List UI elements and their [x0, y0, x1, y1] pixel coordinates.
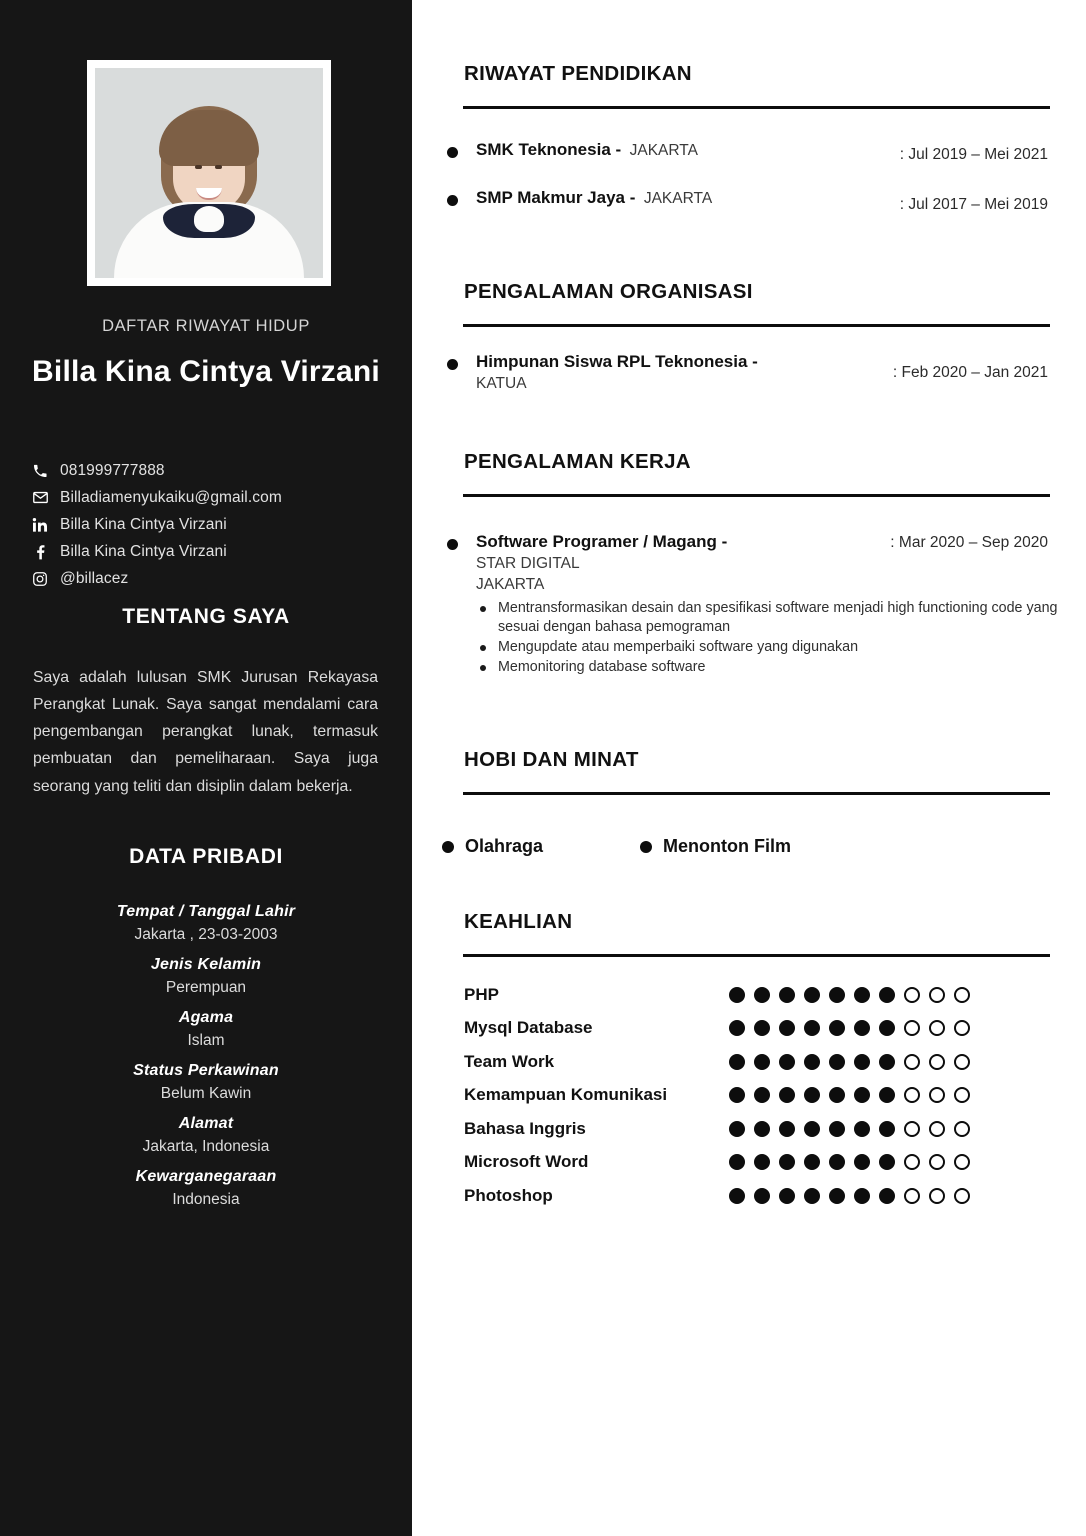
personal-data-value: Indonesia: [172, 1191, 240, 1208]
skill-dot-filled: [879, 1020, 895, 1036]
contact-item-instagram[interactable]: [32, 565, 392, 592]
sidebar: [0, 0, 412, 1536]
bullet-icon: [447, 539, 458, 550]
hobby-item: [442, 836, 640, 857]
hobby-label: Menonton Film: [663, 836, 791, 856]
bullet-icon: [447, 195, 458, 206]
hobby-item: [640, 836, 791, 857]
skill-rating: [729, 1151, 979, 1170]
skill-row: [464, 984, 1064, 1006]
skills-rule: [463, 954, 1050, 957]
skill-dot-filled: [879, 1054, 895, 1070]
skill-dot-empty: [904, 1054, 920, 1070]
personal-data-item: [16, 1168, 396, 1209]
contact-facebook-text: Billa Kina Cintya Virzani: [60, 542, 227, 560]
skill-dot-empty: [904, 987, 920, 1003]
skill-dot-filled: [729, 1188, 745, 1204]
skill-dot-filled: [804, 1121, 820, 1137]
skill-dot-filled: [854, 987, 870, 1003]
contact-list: [32, 457, 392, 592]
skill-dot-filled: [779, 1188, 795, 1204]
skill-dot-filled: [854, 1087, 870, 1103]
skill-row: [464, 1151, 1064, 1173]
contact-item-email[interactable]: [32, 484, 392, 511]
personal-data-item: [16, 1062, 396, 1103]
skill-dot-filled: [879, 987, 895, 1003]
skill-dot-filled: [804, 1054, 820, 1070]
skill-dot-filled: [829, 1121, 845, 1137]
skill-row: [464, 1051, 1064, 1073]
organization-item: [442, 352, 1062, 393]
about-heading: TENTANG SAYA: [122, 605, 290, 628]
education-heading: RIWAYAT PENDIDIKAN: [464, 62, 692, 85]
hobby-label: Olahraga: [465, 836, 544, 856]
skill-row: [464, 1017, 1064, 1039]
education-place: JAKARTA: [629, 142, 698, 159]
skill-rating: [729, 1051, 979, 1070]
organization-date: : Feb 2020 – Jan 2021: [892, 364, 1048, 381]
photo-frame: [87, 60, 331, 286]
skill-dot-filled: [879, 1188, 895, 1204]
skills-list: [464, 984, 1064, 1218]
portrait-eye-left: [195, 165, 202, 169]
skill-dot-filled: [754, 1121, 770, 1137]
skill-dot-empty: [929, 1121, 945, 1137]
personal-data-label: Status Perkawinan: [133, 1062, 279, 1079]
portrait-eye-right: [215, 165, 222, 169]
skill-dot-empty: [954, 987, 970, 1003]
personal-data-value: Belum Kawin: [160, 1085, 252, 1102]
skill-row: [464, 1185, 1064, 1207]
skill-dot-empty: [904, 1121, 920, 1137]
skill-dot-filled: [854, 1121, 870, 1137]
work-company: STAR DIGITAL: [476, 555, 580, 572]
skill-row: [464, 1084, 1064, 1106]
bullet-icon: [640, 841, 652, 853]
work-rule: [463, 494, 1050, 497]
skill-dot-filled: [829, 987, 845, 1003]
skill-dot-empty: [954, 1188, 970, 1204]
personal-data-value: Jakarta , 23-03-2003: [134, 926, 278, 943]
about-text: Saya adalah lulusan SMK Jurusan Rekayasa Perangkat Lunak. Saya sangat mendalami cara pengembangan perangkat lunak, termasuk pembuatan dan pemeliharaan. Saya juga seorang yang teliti dan disiplin dalam bekerja.: [33, 669, 378, 795]
education-date: : Jul 2019 – Mei 2021: [899, 146, 1048, 163]
work-heading: PENGALAMAN KERJA: [464, 450, 691, 473]
personal-data-label: Jenis Kelamin: [150, 956, 262, 973]
work-bullet: Mentransformasikan desain dan spesifikasi software menjadi high functioning code yang sesuai dengan bahasa pemograman: [480, 599, 1062, 637]
skill-dot-filled: [779, 987, 795, 1003]
education-item: [442, 140, 1062, 163]
skill-dot-filled: [854, 1188, 870, 1204]
skill-dot-empty: [904, 1020, 920, 1036]
skill-row: [464, 1118, 1064, 1140]
skill-dot-filled: [879, 1154, 895, 1170]
work-bullet: Memonitoring database software: [480, 658, 1062, 677]
skill-dot-filled: [854, 1020, 870, 1036]
contact-email-text: Billadiamenyukaiku@gmail.com: [60, 488, 282, 506]
skill-dot-filled: [804, 987, 820, 1003]
linkedin-icon: [32, 517, 60, 533]
education-item: [442, 188, 1062, 213]
hobby-list: [442, 836, 791, 857]
portrait-fringe: [159, 110, 259, 166]
skill-dot-filled: [854, 1054, 870, 1070]
personal-data-item: [16, 903, 396, 944]
hobbies-rule: [463, 792, 1050, 795]
skill-dot-empty: [954, 1020, 970, 1036]
contact-item-phone[interactable]: [32, 457, 392, 484]
skill-label: Mysql Database: [464, 1018, 593, 1038]
skill-dot-filled: [829, 1154, 845, 1170]
personal-data-value: Jakarta, Indonesia: [142, 1138, 270, 1155]
skill-dot-filled: [804, 1087, 820, 1103]
skill-dot-filled: [729, 987, 745, 1003]
skill-label: Photoshop: [464, 1185, 553, 1205]
personal-data-label: Kewarganegaraan: [135, 1168, 277, 1185]
skill-dot-filled: [829, 1020, 845, 1036]
portrait-collar-gap: [194, 206, 224, 232]
skill-dot-empty: [929, 1087, 945, 1103]
candidate-name: Billa Kina Cintya Virzani: [32, 355, 380, 388]
skill-rating: [729, 1185, 979, 1204]
work-title: Software Programer / Magang -: [476, 532, 728, 551]
personal-data-value: Islam: [187, 1032, 225, 1049]
skill-rating: [729, 1118, 979, 1137]
personal-data-item: [16, 1115, 396, 1156]
skill-dot-filled: [779, 1121, 795, 1137]
cv-kicker: DAFTAR RIWAYAT HIDUP: [102, 317, 310, 335]
skill-label: Microsoft Word: [464, 1152, 589, 1172]
hobbies-heading: HOBI DAN MINAT: [464, 748, 639, 771]
skill-rating: [729, 984, 979, 1003]
personal-data-list: [16, 903, 396, 1221]
skill-dot-filled: [804, 1020, 820, 1036]
skill-dot-filled: [754, 1188, 770, 1204]
skill-dot-filled: [729, 1020, 745, 1036]
skill-dot-filled: [754, 1154, 770, 1170]
profile-photo: [95, 68, 323, 278]
contact-item-facebook[interactable]: [32, 538, 392, 565]
work-date: : Mar 2020 – Sep 2020: [890, 534, 1048, 551]
personal-data-label: Agama: [178, 1009, 234, 1026]
organization-heading: PENGALAMAN ORGANISASI: [464, 280, 753, 303]
skill-dot-empty: [929, 987, 945, 1003]
skill-dot-filled: [779, 1054, 795, 1070]
skill-dot-empty: [954, 1154, 970, 1170]
skill-dot-filled: [729, 1154, 745, 1170]
personal-data-heading: DATA PRIBADI: [129, 845, 283, 868]
work-bullet-list: [442, 599, 1062, 676]
skill-dot-filled: [879, 1087, 895, 1103]
skill-label: Team Work: [464, 1051, 555, 1071]
work-location: JAKARTA: [476, 576, 545, 593]
bullet-icon: [442, 841, 454, 853]
organization-title: Himpunan Siswa RPL Teknonesia -: [476, 352, 758, 371]
skill-dot-filled: [754, 987, 770, 1003]
skills-heading: KEAHLIAN: [464, 910, 573, 933]
skill-dot-empty: [904, 1188, 920, 1204]
phone-icon: [32, 463, 60, 479]
instagram-icon: [32, 571, 60, 587]
contact-linkedin-text: Billa Kina Cintya Virzani: [60, 515, 227, 533]
skill-dot-empty: [929, 1188, 945, 1204]
skill-dot-filled: [804, 1188, 820, 1204]
skill-dot-empty: [904, 1087, 920, 1103]
contact-phone-text: 081999777888: [60, 461, 165, 479]
skill-dot-filled: [729, 1054, 745, 1070]
personal-data-label: Tempat / Tanggal Lahir: [116, 903, 296, 920]
organization-rule: [463, 324, 1050, 327]
skill-dot-filled: [754, 1020, 770, 1036]
personal-data-label: Alamat: [178, 1115, 234, 1132]
education-title: SMK Teknonesia -: [476, 140, 622, 159]
envelope-icon: [32, 489, 60, 506]
skill-label: Bahasa Inggris: [464, 1118, 586, 1138]
bullet-icon: [447, 147, 458, 158]
work-bullet: Mengupdate atau memperbaiki software yang digunakan: [480, 638, 1062, 657]
personal-data-item: [16, 956, 396, 997]
skill-dot-empty: [929, 1020, 945, 1036]
education-date: : Jul 2017 – Mei 2019: [899, 196, 1048, 213]
main-column: [412, 0, 1086, 1536]
skill-dot-empty: [929, 1154, 945, 1170]
personal-data-value: Perempuan: [165, 979, 247, 996]
skill-dot-filled: [779, 1087, 795, 1103]
skill-dot-empty: [954, 1121, 970, 1137]
skill-dot-filled: [729, 1121, 745, 1137]
skill-dot-filled: [879, 1121, 895, 1137]
organization-role: KATUA: [476, 375, 527, 392]
skill-dot-empty: [929, 1054, 945, 1070]
work-item: [442, 532, 1062, 677]
skill-dot-filled: [779, 1020, 795, 1036]
skill-dot-filled: [829, 1188, 845, 1204]
skill-dot-filled: [854, 1154, 870, 1170]
skill-dot-filled: [829, 1054, 845, 1070]
skill-dot-filled: [804, 1154, 820, 1170]
facebook-icon: [32, 544, 60, 560]
skill-rating: [729, 1017, 979, 1036]
skill-label: Kemampuan Komunikasi: [464, 1085, 668, 1105]
skill-label: PHP: [464, 985, 499, 1004]
skill-dot-filled: [754, 1087, 770, 1103]
skill-dot-filled: [779, 1154, 795, 1170]
skill-dot-empty: [904, 1154, 920, 1170]
education-rule: [463, 106, 1050, 109]
contact-item-linkedin[interactable]: [32, 511, 392, 538]
personal-data-item: [16, 1009, 396, 1050]
bullet-icon: [447, 359, 458, 370]
skill-dot-filled: [754, 1054, 770, 1070]
education-place: JAKARTA: [643, 190, 713, 207]
skill-rating: [729, 1084, 979, 1103]
education-title: SMP Makmur Jaya -: [476, 188, 636, 207]
skill-dot-filled: [729, 1087, 745, 1103]
contact-instagram-text: @billacez: [60, 569, 129, 587]
skill-dot-empty: [954, 1054, 970, 1070]
skill-dot-filled: [829, 1087, 845, 1103]
skill-dot-empty: [954, 1087, 970, 1103]
